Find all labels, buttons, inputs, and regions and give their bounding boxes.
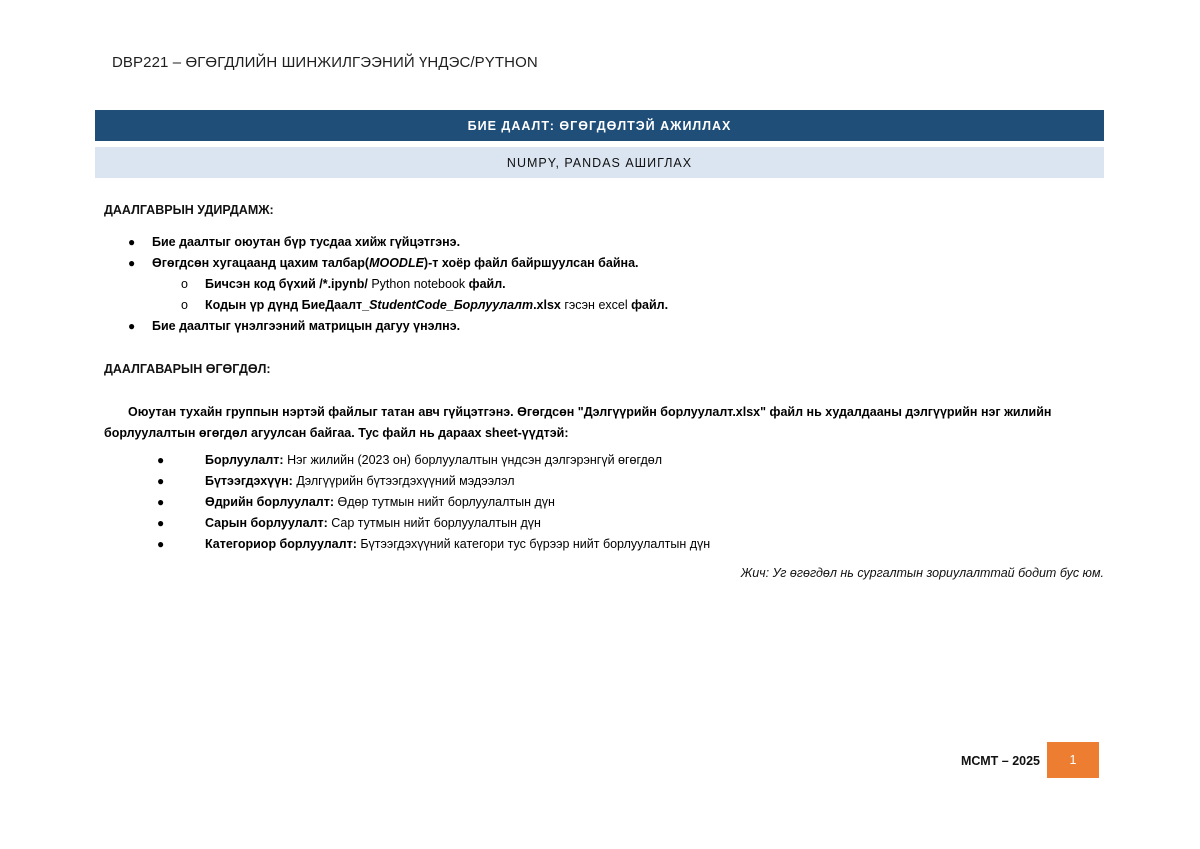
list-item: ● Борлуулалт: Нэг жилийн (2023 он) борлуулалтын үндсэн дэлгэрэнгүй өгөгдөл (205, 450, 710, 471)
bullet-icon: ● (157, 516, 165, 530)
circle-bullet-icon: o (181, 298, 188, 312)
bullet-icon: ● (157, 495, 165, 509)
bullet-icon: ● (128, 319, 136, 333)
bullet-icon: ● (157, 453, 165, 467)
bullet-icon: ● (128, 256, 136, 270)
document-header: DBP221 – ӨГӨГДЛИЙН ШИНЖИЛГЭЭНИЙ ҮНДЭС/PYTHON (112, 54, 538, 71)
bullet-icon: ● (157, 474, 165, 488)
file-sublist (181, 274, 669, 316)
instructions-list-end (128, 316, 461, 337)
list-item: o Бичсэн код бүхий /*.ipynb/ Python notebook файл. (205, 274, 668, 295)
page-title: БИЕ ДААЛТ: ӨГӨГДӨЛТЭЙ АЖИЛЛАХ (467, 118, 732, 133)
sheet-list (157, 450, 711, 555)
list-item: ● Өдрийн борлуулалт: Өдөр тутмын нийт борлуулалтын дүн (205, 492, 710, 513)
list-item: ● Өгөгдсөн хугацаанд цахим талбар(MOODLE)-т хоёр файл байршуулсан байна. (152, 253, 639, 274)
circle-bullet-icon: o (181, 277, 188, 291)
footer-text: МСМТ – 2025 (960, 754, 1040, 768)
instructions-heading: ДААЛГАВРЫН УДИРДАМЖ: (104, 203, 274, 217)
instructions-list (128, 232, 639, 274)
page-number-badge (1047, 742, 1099, 778)
bullet-icon: ● (128, 235, 136, 249)
note-text: Жич: Уг өгөгдөл нь сургалтын зориулалттай бодит бус юм. (740, 566, 1104, 580)
list-item: ● Бие даалтыг оюутан бүр тусдаа хийж гүйцэтгэнэ. (152, 232, 639, 253)
subtitle-banner (95, 147, 1104, 178)
list-item: ● Сарын борлуулалт: Сар тутмын нийт борлуулалтын дүн (205, 513, 710, 534)
list-item: o Кодын үр дүнд БиеДаалт_StudentCode_Борлуулалт.xlsx гэсэн excel файл. (205, 295, 668, 316)
page-subtitle: NUMPY, PANDAS АШИГЛАХ (506, 155, 693, 170)
task-paragraph: Оюутан тухайн группын нэртэй файлыг татан авч гүйцэтгэнэ. Өгөгдсөн "Дэлгүүрийн борлуулалт.xlsx" файл нь худалдааны дэлгүүрийн нэг жилийн борлуулалтын өгөгдөл агуулсан байгаа. Тус файл нь дараах sheet-үүдтэй: (104, 405, 1052, 440)
list-item: ● Бие даалтыг үнэлгээний матрицын дагуу үнэлнэ. (152, 316, 460, 337)
bullet-icon: ● (157, 537, 165, 551)
list-item: ● Бүтээгдэхүүн: Дэлгүүрийн бүтээгдэхүүний мэдээлэл (205, 471, 710, 492)
title-banner (95, 110, 1104, 141)
list-item: ● Категориор борлуулалт: Бүтээгдэхүүний категори тус бүрээр нийт борлуулалтын дүн (205, 534, 710, 555)
task-heading: ДААЛГАВАРЫН ӨГӨГДӨЛ: (104, 362, 271, 376)
page-number: 1 (1069, 753, 1077, 767)
